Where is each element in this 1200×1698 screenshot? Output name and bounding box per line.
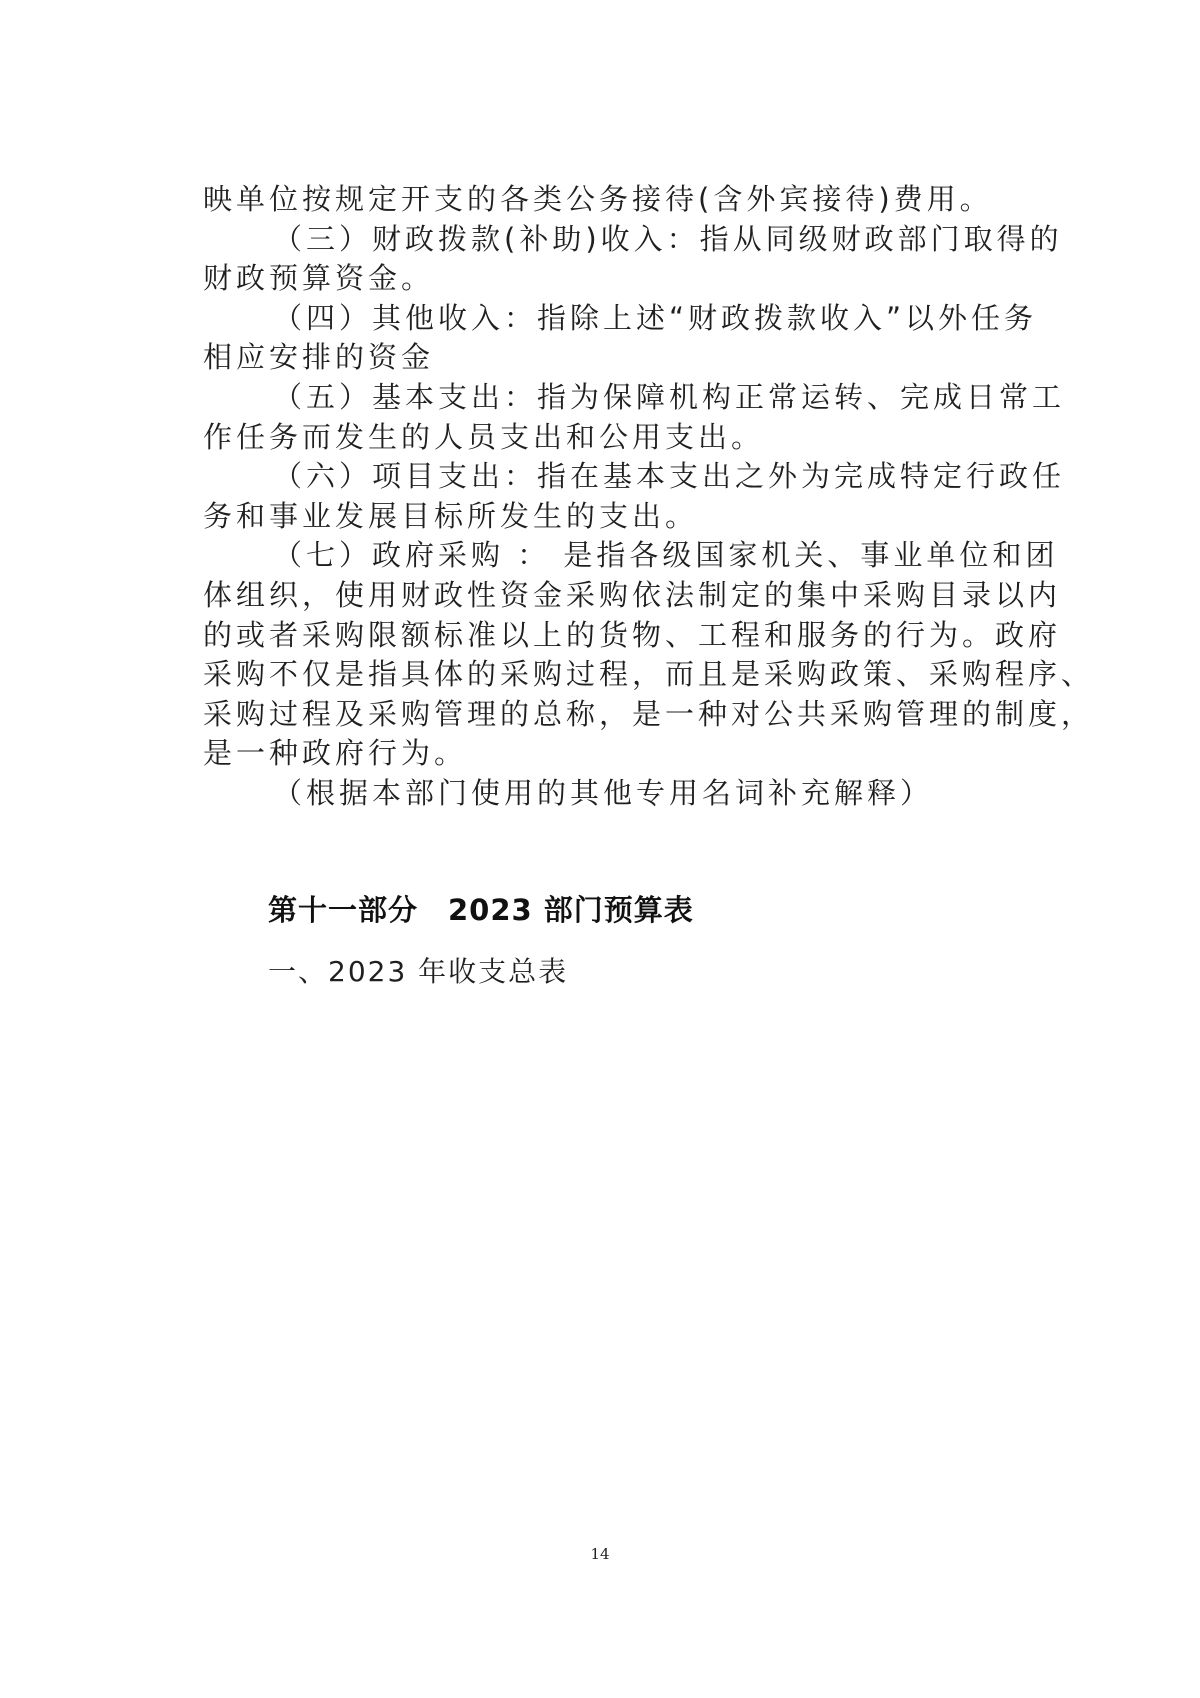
section-heading: 第十一部分 2023 部门预算表 [268,893,694,927]
paragraph-line: 财政预算资金。 [203,261,435,296]
paragraph-line: 是一种政府行为。 [203,736,468,771]
paragraph-line: （六）项目支出：指在基本支出之外为完成特定行政任 [273,459,1066,494]
page-number: 14 [590,1545,610,1563]
paragraph-line: （根据本部门使用的其他专用名词补充解释） [273,775,934,810]
paragraph-line: 作任务而发生的人员支出和公用支出。 [203,419,765,454]
paragraph-line: 采购不仅是指具体的采购过程，而且是采购政策、采购程序、 [203,657,1095,692]
paragraph-line: 体组织，使用财政性资金采购依法制定的集中采购目录以内 [203,577,1062,612]
paragraph-line: 务和事业发展目标所发生的支出。 [203,498,699,533]
paragraph-line: （三）财政拨款(补助)收入：指从同级财政部门取得的 [273,221,1063,256]
paragraph-line: （五）基本支出：指为保障机构正常运转、完成日常工 [273,379,1066,414]
paragraph-line: 采购过程及采购管理的总称，是一种对公共采购管理的制度， [203,696,1095,731]
paragraph-line: （四）其他收入：指除上述“财政拨款收入”以外任务 [273,300,1038,335]
sub-heading: 一、2023 年收支总表 [268,955,569,988]
paragraph-line: 的或者采购限额标准以上的货物、工程和服务的行为。政府 [203,617,1062,652]
paragraph-line: 相应安排的资金 [203,340,435,375]
paragraph-line: 映单位按规定开支的各类公务接待(含外宾接待)费用。 [203,182,993,216]
body-text [203,180,1095,814]
paragraph-line: （七）政府采购 ： 是指各级国家机关、事业单位和团 [273,538,1059,573]
